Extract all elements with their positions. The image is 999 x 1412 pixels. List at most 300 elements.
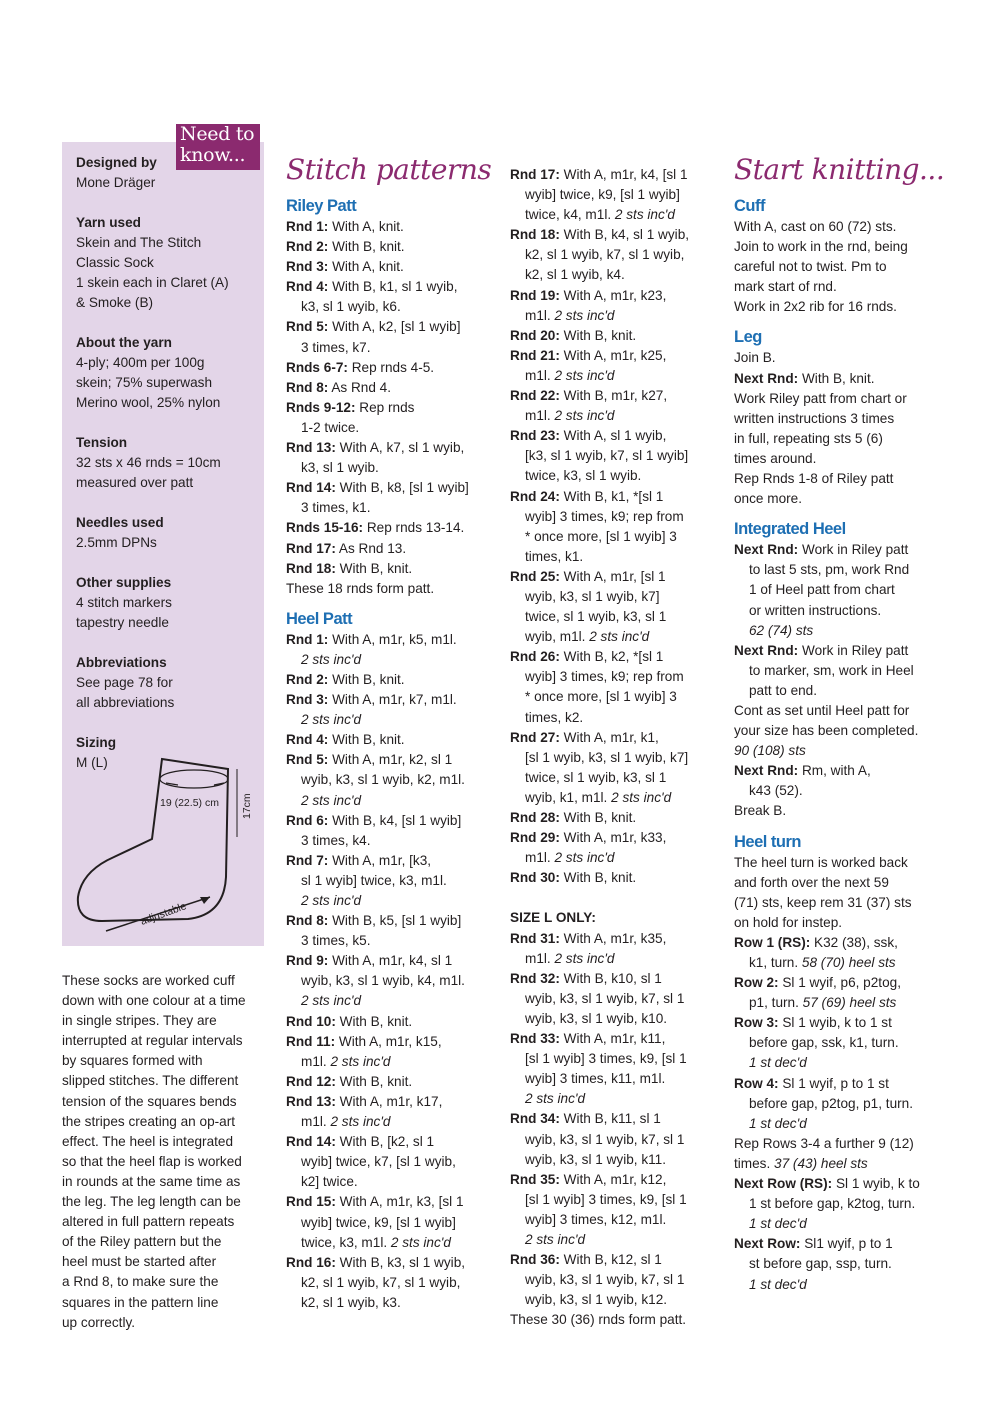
row-text: [sl 1 wyib] 3 times, k9, [sl 1 bbox=[525, 1191, 687, 1207]
row-label: Rnd 14: bbox=[286, 1134, 336, 1150]
intro-line: up correctly. bbox=[62, 1314, 136, 1330]
row-text: wyib] 3 times, k9; rep from bbox=[525, 508, 684, 524]
row-text: With B, knit. bbox=[335, 1013, 413, 1029]
stitch-count: 90 (108) sts bbox=[734, 743, 806, 759]
info-heading: About the yarn bbox=[76, 335, 172, 350]
row-text: * once more, [sl 1 wyib] 3 bbox=[525, 528, 677, 544]
instruction-line bbox=[734, 389, 944, 409]
instruction-line bbox=[510, 768, 689, 788]
row-text: wyib] 3 times, k9; rep from bbox=[525, 669, 684, 685]
row-text: With A, m1r, k5, m1l. bbox=[328, 631, 457, 647]
row-text: Break B. bbox=[734, 803, 787, 819]
info-line: M (L) bbox=[76, 755, 108, 770]
instruction-line bbox=[734, 781, 944, 801]
instruction-line bbox=[286, 1253, 491, 1273]
instruction-line bbox=[286, 1012, 491, 1032]
row-text: to last 5 sts, pm, work Rnd bbox=[749, 562, 910, 578]
instruction-line bbox=[286, 1213, 491, 1233]
row-text: With B, [k2, sl 1 bbox=[335, 1134, 435, 1150]
instruction-line bbox=[286, 518, 491, 538]
row-text: wyib, k3, sl 1 wyib, k7] bbox=[525, 588, 660, 604]
row-text: twice, k3, sl 1 wyib. bbox=[525, 468, 642, 484]
subsection-heading: Heel turn bbox=[734, 832, 802, 851]
row-text: With A, m1r, k33, bbox=[559, 830, 667, 846]
instruction-line bbox=[734, 1074, 944, 1094]
instruction-line bbox=[286, 539, 491, 559]
row-text: k3, sl 1 wyib. bbox=[301, 460, 379, 476]
instruction-line bbox=[734, 1134, 944, 1154]
row-label: Rnds 15-16: bbox=[286, 520, 364, 536]
stitch-count: 1 st dec'd bbox=[749, 1276, 807, 1292]
instruction-line bbox=[510, 647, 689, 667]
row-text: k1, turn. bbox=[749, 955, 802, 970]
instruction-line bbox=[734, 1114, 944, 1134]
info-section bbox=[76, 433, 262, 493]
instruction-line bbox=[734, 801, 944, 821]
instruction-line bbox=[286, 1072, 491, 1092]
instruction-line bbox=[286, 317, 491, 337]
instruction-line bbox=[510, 1049, 689, 1069]
row-label: Rnd 7: bbox=[286, 852, 329, 868]
row-text: or written instructions. bbox=[749, 602, 882, 618]
row-text: With B, knit. bbox=[559, 327, 637, 343]
intro-line: effect. The heel is integrated bbox=[62, 1133, 234, 1149]
row-text: Rep Rows 3-4 a further 9 (12) bbox=[734, 1135, 914, 1151]
instruction-line bbox=[510, 1230, 689, 1250]
instruction-line bbox=[286, 1233, 491, 1253]
row-text: Work in Riley patt bbox=[798, 642, 909, 658]
instruction-line bbox=[510, 848, 689, 868]
instruction-line bbox=[734, 409, 944, 429]
row-text: wyib] twice, k7, [sl 1 wyib, bbox=[301, 1154, 456, 1170]
row-text: k3, sl 1 wyib, k6. bbox=[301, 299, 401, 315]
row-text: written instructions 3 times bbox=[734, 410, 895, 426]
subsection-heading: Integrated Heel bbox=[734, 520, 846, 539]
instruction-line bbox=[510, 446, 689, 466]
row-label: SIZE L ONLY: bbox=[510, 910, 596, 926]
instruction-line bbox=[734, 973, 944, 993]
info-section bbox=[76, 213, 262, 313]
info-heading: Sizing bbox=[76, 735, 117, 750]
row-text: Sl1 wyif, p to 1 bbox=[800, 1236, 893, 1252]
row-text: These 18 rnds form patt. bbox=[286, 580, 435, 596]
instruction-line bbox=[510, 406, 689, 426]
instruction-line bbox=[286, 1293, 491, 1313]
instruction-line bbox=[286, 770, 491, 790]
badge-line: Need to bbox=[180, 123, 255, 145]
row-text: Rep Rnds 1-8 of Riley patt bbox=[734, 471, 894, 487]
instruction-line bbox=[286, 297, 491, 317]
intro-line: down with one colour at a time bbox=[62, 993, 246, 1009]
row-text: k43 (52). bbox=[749, 783, 803, 799]
instruction-line bbox=[734, 1154, 944, 1174]
row-text: k2, sl 1 wyib, k3. bbox=[301, 1294, 401, 1310]
intro-line: the leg. The leg length can be bbox=[62, 1194, 241, 1210]
instruction-line bbox=[286, 237, 491, 257]
row-label: Rnd 20: bbox=[510, 327, 560, 343]
intro-line: tension of the squares bends bbox=[62, 1093, 237, 1109]
heel-patt-continued-column bbox=[510, 165, 689, 1330]
instruction-line bbox=[510, 728, 689, 748]
instruction-line bbox=[510, 1170, 689, 1190]
row-text: With B, k5, [sl 1 wyib] bbox=[328, 913, 462, 929]
instruction-line bbox=[510, 1150, 689, 1170]
instruction-line bbox=[510, 1290, 689, 1310]
info-section bbox=[76, 333, 262, 413]
instruction-line bbox=[286, 811, 491, 831]
instruction-line bbox=[510, 426, 689, 446]
row-text: With B, knit. bbox=[559, 870, 637, 886]
info-heading: Designed by bbox=[76, 155, 157, 170]
row-text: 3 times, k7. bbox=[301, 339, 371, 355]
row-text: With B, k4, [sl 1 wyib] bbox=[328, 812, 462, 828]
stitch-count: 58 (70) heel sts bbox=[801, 955, 896, 970]
intro-line: squares in the pattern line bbox=[62, 1294, 219, 1310]
instruction-line bbox=[510, 527, 689, 547]
intro-line: These socks are worked cuff bbox=[62, 973, 235, 988]
row-label: Next Rnd: bbox=[734, 370, 799, 386]
row-text: Sl 1 wyib, k to 1 st bbox=[778, 1015, 892, 1031]
subsection-heading: Heel Patt bbox=[286, 609, 353, 628]
info-line: 2.5mm DPNs bbox=[76, 535, 157, 550]
instruction-line bbox=[286, 951, 491, 971]
instruction-line bbox=[510, 346, 689, 366]
row-text: wyib, k3, sl 1 wyib, k11. bbox=[525, 1151, 667, 1167]
instruction-line bbox=[510, 286, 689, 306]
row-label: Rnd 31: bbox=[510, 930, 560, 946]
stitch-count: 2 sts inc'd bbox=[390, 1234, 451, 1250]
instruction-line bbox=[734, 1033, 944, 1053]
row-label: Row 4: bbox=[734, 1075, 779, 1091]
row-text: 1 st before gap, k2tog, turn. bbox=[749, 1196, 916, 1212]
row-label: Rnd 26: bbox=[510, 649, 560, 665]
row-text: wyib, k3, sl 1 wyib, k7, sl 1 bbox=[525, 990, 685, 1006]
instruction-line bbox=[734, 741, 944, 761]
row-label: Rnd 2: bbox=[286, 671, 329, 687]
info-section bbox=[76, 573, 262, 633]
instruction-line bbox=[510, 507, 689, 527]
row-label: Rnd 29: bbox=[510, 830, 560, 846]
instruction-line bbox=[510, 788, 689, 808]
row-text: With A, m1r, k3, [sl 1 bbox=[335, 1194, 464, 1210]
info-line: 32 sts x 46 rnds = 10cm bbox=[76, 455, 221, 470]
instruction-line bbox=[510, 1190, 689, 1210]
row-text: With A, sl 1 wyib, bbox=[559, 428, 667, 444]
row-label: Next Rnd: bbox=[734, 763, 799, 779]
row-label: Rnd 3: bbox=[286, 259, 329, 275]
intro-line: a Rnd 8, to make sure the bbox=[62, 1274, 219, 1290]
row-label: Rnd 32: bbox=[510, 970, 560, 986]
instruction-line bbox=[734, 540, 944, 560]
info-line: tapestry needle bbox=[76, 615, 169, 630]
intro-line: in rounds at the same time as bbox=[62, 1173, 241, 1189]
row-text: before gap, ssk, k1, turn. bbox=[749, 1035, 899, 1051]
row-label: Rnd 33: bbox=[510, 1031, 560, 1047]
instruction-line bbox=[510, 1270, 689, 1290]
instruction-line bbox=[734, 348, 944, 368]
row-text: With B, knit. bbox=[798, 370, 875, 386]
stitch-count: 2 sts inc'd bbox=[554, 408, 615, 424]
instruction-line bbox=[286, 1273, 491, 1293]
row-label: Rnd 15: bbox=[286, 1194, 336, 1210]
instruction-line bbox=[734, 1254, 944, 1274]
stitch-count: 57 (69) heel sts bbox=[802, 995, 897, 1011]
intro-line: by squares formed with bbox=[62, 1053, 203, 1069]
instruction-line bbox=[510, 627, 689, 647]
instruction-line bbox=[286, 217, 491, 237]
row-text: Sl 1 wyif, p6, p2tog, bbox=[778, 975, 901, 991]
stitch-count: 2 sts inc'd bbox=[330, 1053, 391, 1069]
stitch-patterns-column bbox=[286, 153, 491, 1313]
instruction-line bbox=[734, 237, 944, 257]
row-label: Rnd 5: bbox=[286, 319, 329, 335]
stitch-count: 2 sts inc'd bbox=[554, 850, 615, 866]
cuff-ring bbox=[160, 770, 228, 788]
instruction-line bbox=[510, 1069, 689, 1089]
instruction-line bbox=[510, 969, 689, 989]
instruction-line bbox=[286, 831, 491, 851]
row-text: once more. bbox=[734, 491, 803, 507]
sock-size-diagram bbox=[66, 745, 262, 935]
row-label: Rnd 36: bbox=[510, 1252, 560, 1268]
stitch-count: 2 sts inc'd bbox=[554, 950, 615, 966]
row-label: Rnd 1: bbox=[286, 631, 329, 647]
instruction-line bbox=[510, 205, 689, 225]
row-text: twice, k4, m1l. bbox=[525, 207, 615, 223]
instruction-line bbox=[734, 1214, 944, 1234]
row-label: Rnd 17: bbox=[286, 540, 336, 556]
stitch-count: 2 sts inc'd bbox=[301, 651, 362, 667]
row-text: wyib] twice, k9, [sl 1 wyib] bbox=[525, 187, 680, 203]
row-text: before gap, p2tog, p1, turn. bbox=[749, 1095, 914, 1111]
row-label: Rnd 14: bbox=[286, 480, 336, 496]
need-to-know-list bbox=[76, 153, 262, 793]
instruction-line bbox=[510, 828, 689, 848]
instruction-line bbox=[734, 681, 944, 701]
row-text: With B, k1, *[sl 1 bbox=[559, 488, 664, 504]
row-label: Rnd 4: bbox=[286, 279, 329, 295]
info-line: Merino wool, 25% nylon bbox=[76, 395, 221, 410]
subsection-heading: Riley Patt bbox=[286, 197, 357, 215]
row-label: Rnd 3: bbox=[286, 692, 329, 708]
row-label: Rnd 1: bbox=[286, 219, 329, 234]
info-line: 4 stitch markers bbox=[76, 595, 172, 610]
row-text: twice, sl 1 wyib, k3, sl 1 bbox=[525, 609, 667, 625]
intro-line: slipped stitches. The different bbox=[62, 1073, 239, 1089]
row-text: With A, m1r, k4, [sl 1 bbox=[559, 167, 688, 182]
row-text: m1l. bbox=[525, 408, 555, 424]
instruction-line bbox=[734, 1234, 944, 1254]
intro-paragraph bbox=[62, 971, 272, 1333]
row-label: Rnd 2: bbox=[286, 239, 329, 255]
row-text: 1 of Heel patt from chart bbox=[749, 582, 895, 598]
instruction-line bbox=[510, 225, 689, 245]
row-text: st before gap, ssp, turn. bbox=[749, 1256, 892, 1272]
info-section bbox=[76, 513, 262, 553]
instruction-line bbox=[510, 868, 689, 888]
instruction-line bbox=[510, 245, 689, 265]
row-label: Rnds 6-7: bbox=[286, 359, 348, 375]
row-text: 3 times, k5. bbox=[301, 933, 371, 949]
row-text: Work in Riley patt bbox=[798, 542, 909, 558]
instruction-line bbox=[510, 708, 689, 728]
row-text: k2, sl 1 wyib, k7, sl 1 wyib, bbox=[301, 1274, 461, 1290]
row-text: to marker, sm, work in Heel bbox=[749, 662, 914, 678]
row-text: With B, k2, *[sl 1 bbox=[559, 649, 664, 665]
instruction-line bbox=[734, 277, 944, 297]
row-label: Rnd 19: bbox=[510, 287, 560, 303]
row-label: Rnd 18: bbox=[286, 560, 336, 576]
instruction-line bbox=[510, 808, 689, 828]
stitch-count: 2 sts inc'd bbox=[554, 367, 615, 383]
instruction-line bbox=[734, 621, 944, 641]
row-text: Work in 2x2 rib for 16 rnds. bbox=[734, 299, 897, 315]
row-text: m1l. bbox=[525, 950, 555, 966]
instruction-line bbox=[286, 398, 491, 418]
row-text: With B, k4, sl 1 wyib, bbox=[559, 227, 690, 243]
row-label: Rnd 21: bbox=[510, 347, 560, 363]
subsection-heading: Leg bbox=[734, 328, 762, 347]
instruction-line bbox=[286, 458, 491, 478]
instruction-line bbox=[286, 1192, 491, 1212]
instruction-line bbox=[734, 429, 944, 449]
row-text: With A, knit. bbox=[328, 219, 404, 234]
instruction-line bbox=[734, 1194, 944, 1214]
row-label: Rnd 17: bbox=[510, 167, 560, 182]
row-text: With A, m1r, k2, sl 1 bbox=[328, 752, 453, 768]
instruction-line bbox=[734, 873, 944, 893]
row-text: wyib, k3, sl 1 wyib, k7, sl 1 bbox=[525, 1272, 685, 1288]
info-line: Skein and The Stitch bbox=[76, 235, 202, 250]
instruction-line bbox=[510, 567, 689, 587]
instruction-line bbox=[286, 498, 491, 518]
row-label: Rnd 11: bbox=[286, 1033, 336, 1049]
row-text: With A, m1r, k1, bbox=[559, 729, 659, 745]
row-text: Rep rnds bbox=[355, 399, 415, 415]
row-text: wyib, k3, sl 1 wyib, k2, m1l. bbox=[301, 772, 465, 788]
instruction-line bbox=[286, 579, 491, 599]
row-text: k2, sl 1 wyib, k7, sl 1 wyib, bbox=[525, 247, 685, 263]
row-text: With A, m1r, k12, bbox=[559, 1171, 667, 1187]
row-label: Next Rnd: bbox=[734, 642, 799, 658]
instruction-line bbox=[734, 993, 944, 1013]
instruction-line bbox=[286, 1112, 491, 1132]
instruction-line bbox=[286, 418, 491, 438]
row-text: twice, k3, m1l. bbox=[301, 1234, 391, 1250]
instruction-line bbox=[286, 1132, 491, 1152]
section-title: Stitch patterns bbox=[286, 153, 492, 186]
sock-outline bbox=[78, 759, 228, 921]
row-text: With A, k7, sl 1 wyib, bbox=[335, 440, 465, 456]
instruction-line bbox=[510, 929, 689, 949]
info-heading: Tension bbox=[76, 435, 128, 450]
instruction-line bbox=[734, 933, 944, 953]
row-text: times, k1. bbox=[525, 548, 584, 564]
instruction-line bbox=[286, 438, 491, 458]
row-text: With B, knit. bbox=[559, 810, 637, 825]
instruction-line bbox=[286, 650, 491, 670]
row-text: m1l. bbox=[525, 367, 555, 383]
instruction-line bbox=[510, 466, 689, 486]
row-label: Rnd 8: bbox=[286, 913, 329, 929]
section-title: Start knitting... bbox=[734, 153, 945, 186]
stitch-count: 37 (43) heel sts bbox=[774, 1155, 868, 1171]
intro-line: the stripes creating an op-art bbox=[62, 1113, 236, 1129]
row-text: p1, turn. bbox=[749, 995, 803, 1011]
row-text: With B, k8, [sl 1 wyib] bbox=[335, 480, 469, 496]
instruction-line bbox=[510, 1089, 689, 1109]
instruction-line bbox=[510, 989, 689, 1009]
row-text: With B, m1r, k27, bbox=[559, 388, 668, 404]
row-label: Next Row (RS): bbox=[734, 1176, 833, 1192]
row-text: wyib, k3, sl 1 wyib, k7, sl 1 bbox=[525, 1131, 685, 1147]
info-line: See page 78 for bbox=[76, 675, 173, 690]
instruction-line bbox=[734, 469, 944, 489]
instruction-line bbox=[510, 487, 689, 507]
instruction-line bbox=[510, 908, 689, 928]
row-text: With A, knit. bbox=[328, 259, 404, 275]
instruction-line bbox=[286, 690, 491, 710]
row-text: With B, knit. bbox=[328, 239, 405, 255]
circumference-arrows bbox=[166, 783, 224, 785]
row-text: wyib] 3 times, k11, m1l. bbox=[525, 1071, 666, 1087]
stitch-count: 2 sts inc'd bbox=[614, 207, 675, 223]
info-section bbox=[76, 653, 262, 713]
instruction-line bbox=[734, 580, 944, 600]
row-text: With B, knit. bbox=[335, 1073, 413, 1089]
row-label: Rnd 23: bbox=[510, 428, 560, 444]
row-label: Rnd 24: bbox=[510, 488, 560, 504]
instruction-line bbox=[286, 851, 491, 871]
row-text: Rep rnds 4-5. bbox=[347, 359, 435, 375]
stitch-count: 2 sts inc'd bbox=[611, 789, 672, 805]
intro-line: interrupted at regular intervals bbox=[62, 1033, 243, 1049]
row-text: m1l. bbox=[301, 1114, 331, 1130]
instruction-line bbox=[734, 761, 944, 781]
row-text: twice, sl 1 wyib, k3, sl 1 bbox=[525, 769, 667, 785]
instruction-line bbox=[510, 1029, 689, 1049]
info-heading: Abbreviations bbox=[76, 655, 167, 670]
row-label: Rnd 18: bbox=[510, 227, 560, 243]
row-text: sl 1 wyib] twice, k3, m1l. bbox=[301, 872, 447, 888]
info-heading: Needles used bbox=[76, 515, 164, 530]
row-text: With B, k3, sl 1 wyib, bbox=[335, 1254, 466, 1270]
info-line: 1 skein each in Claret (A) bbox=[76, 275, 229, 290]
row-text: As Rnd 4. bbox=[328, 379, 392, 395]
instruction-line bbox=[510, 165, 689, 185]
row-text: k2, sl 1 wyib, k4. bbox=[525, 267, 625, 283]
stitch-count: 2 sts inc'd bbox=[525, 1231, 586, 1247]
stitch-count: 2 sts inc'd bbox=[301, 893, 362, 908]
row-text: 1-2 twice. bbox=[301, 419, 360, 435]
row-text: [k3, sl 1 wyib, k7, sl 1 wyib] bbox=[525, 448, 689, 464]
row-text: patt to end. bbox=[749, 682, 818, 698]
row-text: wyib, k3, sl 1 wyib, k4, m1l. bbox=[301, 973, 465, 989]
stitch-count: 1 st dec'd bbox=[749, 1216, 807, 1232]
row-text: m1l. bbox=[525, 307, 555, 323]
instruction-line bbox=[734, 1275, 944, 1295]
row-text: [sl 1 wyib] 3 times, k9, [sl 1 bbox=[525, 1051, 687, 1067]
row-label: Row 2: bbox=[734, 975, 779, 991]
instruction-line bbox=[286, 791, 491, 811]
stitch-count: 1 st dec'd bbox=[749, 1115, 807, 1131]
row-text: Join B. bbox=[734, 350, 776, 366]
instruction-line bbox=[286, 931, 491, 951]
row-label: Row 1 (RS): bbox=[734, 934, 811, 950]
instruction-line bbox=[286, 478, 491, 498]
info-line: measured over patt bbox=[76, 475, 194, 490]
instruction-line bbox=[510, 306, 689, 326]
